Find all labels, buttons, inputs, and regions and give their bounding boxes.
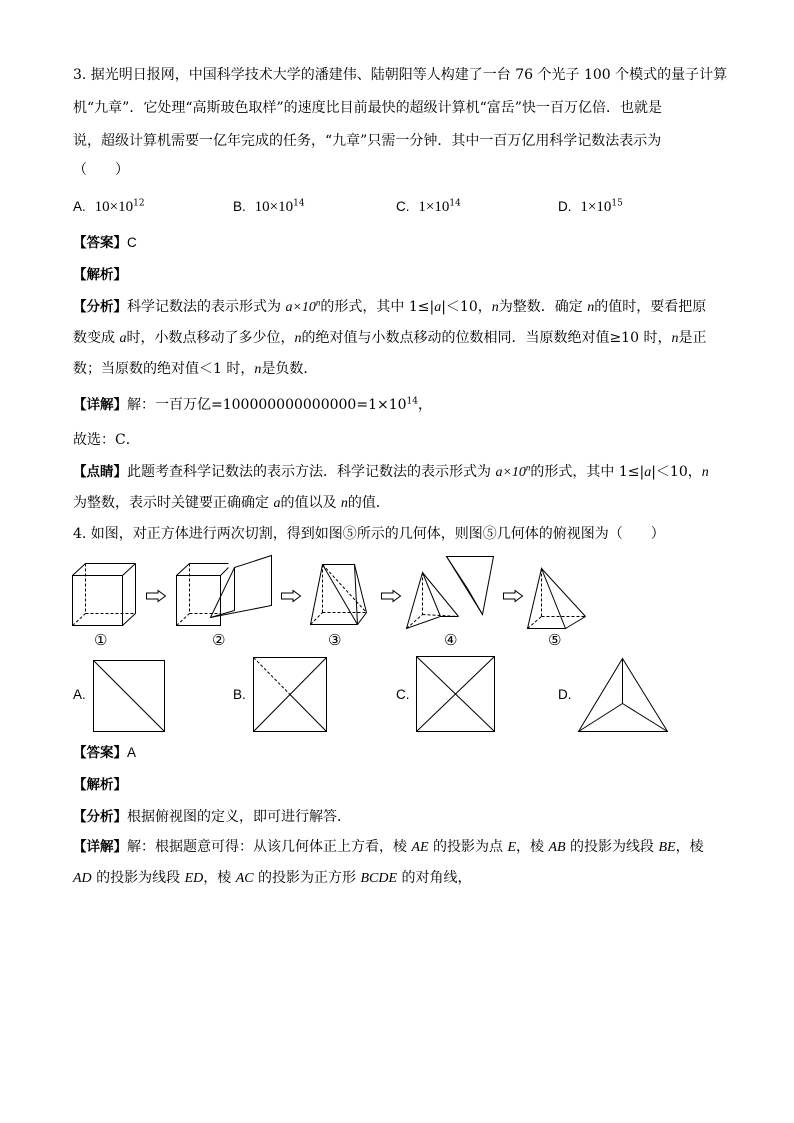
q4-option-a-view	[93, 660, 165, 732]
q4-detail-line-1: 【详解】解：根据题意可得：从该几何体正上方看，棱 AE 的投影为点 E，棱 AB 的投影为线段 BE，棱	[73, 839, 704, 855]
q4-option-c-view	[416, 656, 495, 732]
q4-stem: 4. 如图，对正方体进行两次切割，得到如图⑤所示的几何体，则图⑤几何体的俯视图为（ ）	[73, 526, 665, 542]
q3-option-a: A. $10\times 10^{12}$	[73, 198, 145, 215]
q4-option-b-view	[253, 657, 327, 732]
q4-answer: 【答案】A	[73, 745, 137, 761]
q3-stem-line-1: 3. 据光明日报网，中国科学技术大学的潘建伟、陆朝阳等人构建了一台 76 个光子 100 个模式的量子计算	[73, 67, 728, 83]
q3-answer: 【答案】C	[73, 235, 137, 251]
arrow-right-icon	[281, 590, 301, 602]
arrow-right-icon	[381, 590, 401, 602]
q3-fenxi-line-3: 数；当原数的绝对值＜1 时，n是负数．	[73, 361, 318, 377]
solid-figure-4	[404, 556, 498, 630]
q3-stem-line-2: 机“九章”．它处理“高斯玻色取样”的速度比目前最快的超级计算机“富岳”快一百万亿倍．也就是	[73, 100, 662, 116]
q3-dianjing-line-1: 【点睛】此题考查科学记数法的表示方法．科学记数法的表示形式为 $a\times 10^n$的形式，其中 1≤|a|＜10，n	[73, 462, 709, 480]
figure-label-3: ③	[328, 631, 342, 649]
q3-dianjing-line-2: 为整数，表示时关键要正确确定 a的值以及 n的值．	[73, 495, 390, 511]
q3-fenxi-line-2: 数变成 a时，小数点移动了多少位，n的绝对值与小数点移动的位数相同．当原数绝对值≥10 时，n是正	[73, 330, 707, 346]
q3-fenxi-line-1: 【分析】科学记数法的表示形式为 $a\times 10^n$的形式，其中 1≤|a|＜10，n为整数．确定 n的值时，要看把原	[73, 297, 707, 315]
q3-option-c: C. $1\times 10^{14}$	[396, 198, 461, 215]
solid-figure-5	[527, 566, 587, 630]
cube-figure-2	[176, 555, 272, 628]
q4-option-c-letter: C.	[396, 687, 410, 702]
q4-option-a-letter: A.	[73, 687, 86, 702]
arrow-right-icon	[503, 590, 523, 602]
figure-label-1: ①	[94, 631, 108, 649]
solid-figure-3	[310, 562, 371, 628]
q3-stem-line-3: 说，超级计算机需要一亿年完成的任务，“九章”只需一分钟．其中一百万亿用科学记数法表示为	[73, 133, 662, 149]
arrow-right-icon	[146, 590, 166, 602]
q3-analysis-heading: 【解析】	[73, 267, 127, 283]
figure-label-5: ⑤	[548, 631, 562, 649]
figure-label-2: ②	[212, 631, 226, 649]
q4-option-b-letter: B.	[233, 687, 246, 702]
q4-detail-line-2: AD 的投影为线段 ED，棱 AC 的投影为正方形 BCDE 的对角线，	[73, 870, 472, 886]
q3-choice: 故选：C．	[73, 432, 140, 448]
q3-stem-line-4: （ ）	[73, 162, 129, 178]
q4-fenxi: 【分析】根据俯视图的定义，即可进行解答．	[73, 809, 351, 825]
q3-detail: 【详解】解：一百万亿$=100000000000000=1\times 10^{14}$，	[73, 396, 432, 413]
q3-option-b: B. $10\times 10^{14}$	[233, 198, 305, 215]
cube-figure-1	[72, 563, 136, 628]
q4-option-d-letter: D.	[558, 687, 572, 702]
figure-label-4: ④	[444, 631, 458, 649]
q4-option-d-view	[578, 658, 668, 732]
q3-option-d: D. $1\times 10^{15}$	[558, 198, 623, 215]
q4-analysis-heading: 【解析】	[73, 777, 127, 793]
